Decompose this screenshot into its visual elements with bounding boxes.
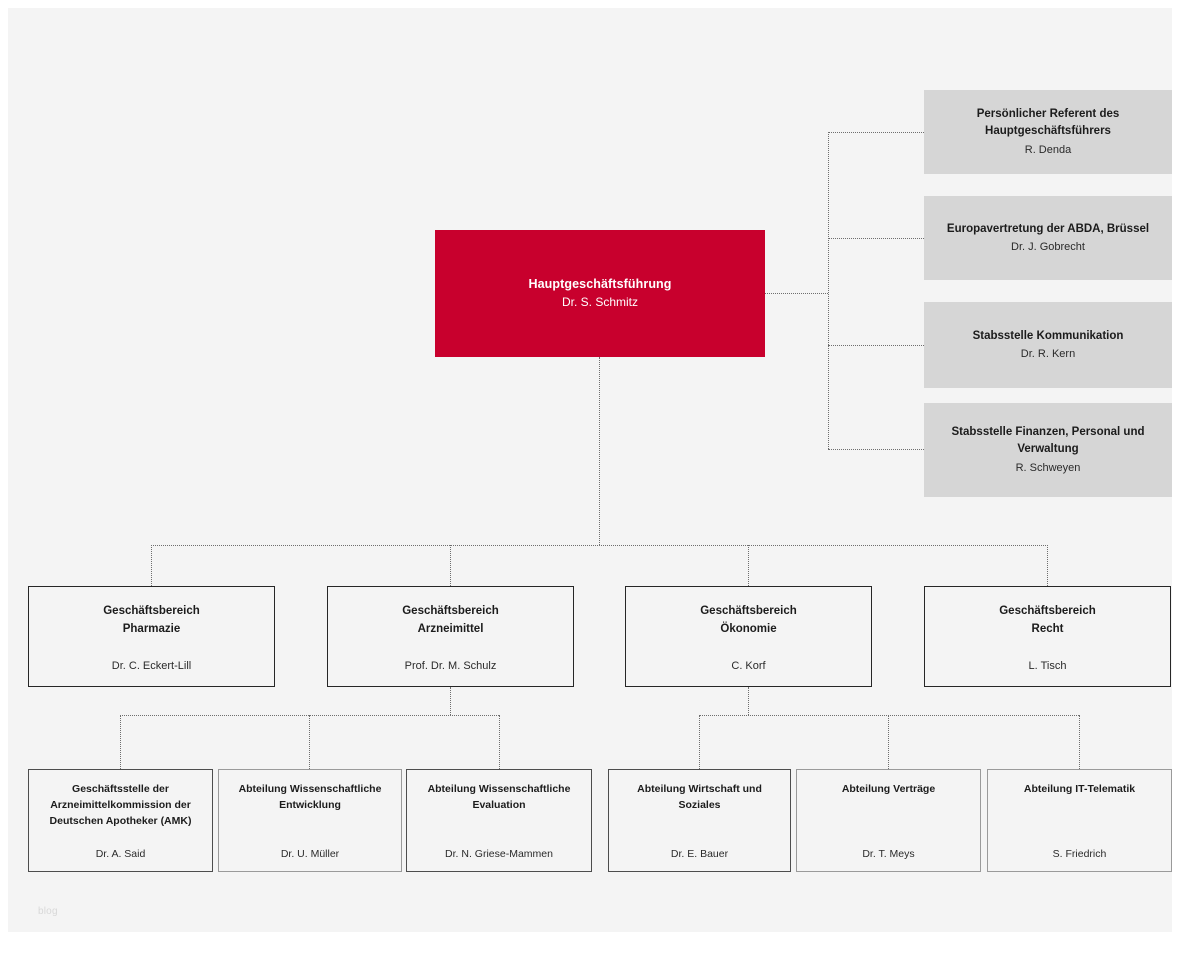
node-geschaeftsbereich-recht[interactable]: [924, 586, 1171, 687]
node-geschaeftsbereich-arzneimittel[interactable]: [327, 586, 574, 687]
node-person: Prof. Dr. M. Schulz: [404, 660, 497, 672]
node-person: Dr. S. Schmitz: [561, 295, 638, 310]
node-person: R. Schweyen: [1015, 461, 1081, 474]
page-edge-left: [0, 0, 8, 960]
node-person: R. Denda: [1024, 143, 1072, 156]
node-person: Dr. C. Eckert-Lill: [111, 660, 192, 672]
node-title: Abteilung Wissenschaftliche Evaluation: [427, 783, 571, 811]
node-title: Persönlicher Referent des Hauptgeschäftsführers: [976, 108, 1120, 138]
node-title-line1: Geschäftsbereich: [103, 605, 200, 617]
footer-note: blog: [38, 906, 58, 917]
node-title: Stabsstelle Kommunikation: [972, 329, 1124, 342]
connector-division-3-drop: [748, 545, 749, 586]
node-title: Abteilung Wirtschaft und Soziales: [637, 783, 762, 811]
connector-division-1-drop: [151, 545, 152, 586]
node-title-line2: Pharmazie: [122, 622, 181, 635]
node-title-line2: Arzneimittel: [417, 622, 484, 635]
connector-division-3-down: [748, 687, 749, 715]
node-stabsstelle-finanzen-personal-verwaltung[interactable]: [924, 403, 1172, 497]
node-abteilung-wirtschaft-und-soziales[interactable]: [608, 769, 791, 872]
node-title: Abteilung Wissenschaftliche Entwicklung: [238, 783, 382, 811]
node-person: Dr. E. Bauer: [670, 848, 729, 860]
connector-dept-4-drop: [699, 715, 700, 769]
node-title-line1: Geschäftsbereich: [700, 605, 797, 617]
node-title: Hauptgeschäftsführung: [528, 277, 672, 292]
connector-dept-5-drop: [888, 715, 889, 769]
node-abteilung-wissenschaftliche-entwicklung[interactable]: [218, 769, 402, 872]
node-geschaeftsstelle-amk[interactable]: [28, 769, 213, 872]
node-person: Dr. J. Gobrecht: [1011, 240, 1085, 253]
connector-dept-2-drop: [309, 715, 310, 769]
node-title-line1: Geschäftsbereich: [402, 605, 499, 617]
node-hauptgeschaeftsfuehrung[interactable]: [435, 230, 765, 357]
node-stabsstelle-kommunikation[interactable]: [924, 302, 1172, 388]
node-person: S. Friedrich: [1052, 848, 1107, 860]
node-abteilung-it-telematik[interactable]: [987, 769, 1172, 872]
connector-dept-3-drop: [499, 715, 500, 769]
connector-division-2-down: [450, 687, 451, 715]
page-edge-top: [0, 0, 1200, 8]
connector-staff-1: [828, 132, 924, 133]
node-person: Dr. U. Müller: [280, 848, 340, 860]
connector-staff-4: [828, 449, 924, 450]
connector-division-2-drop: [450, 545, 451, 586]
node-person: C. Korf: [731, 660, 766, 672]
node-abteilung-vertraege[interactable]: [796, 769, 981, 872]
node-geschaeftsbereich-pharmazie[interactable]: [28, 586, 275, 687]
node-person: Dr. N. Griese-Mammen: [445, 848, 553, 860]
connector-dept-1-drop: [120, 715, 121, 769]
node-title: Abteilung IT-Telematik: [1023, 783, 1136, 795]
node-person: L. Tisch: [1028, 660, 1067, 672]
connector-dept-6-drop: [1079, 715, 1080, 769]
connector-division-4-drop: [1047, 545, 1048, 586]
node-geschaeftsbereich-oekonomie[interactable]: [625, 586, 872, 687]
node-title-line2: Recht: [1031, 622, 1064, 635]
connector-staff-3: [828, 345, 924, 346]
page-edge-bottom: [0, 932, 1200, 960]
node-title: Abteilung Verträge: [841, 783, 936, 795]
connector-root-down: [599, 357, 600, 545]
node-title: Europavertretung der ABDA, Brüssel: [946, 222, 1150, 235]
connector-staff-2: [828, 238, 924, 239]
node-title: Stabsstelle Finanzen, Personal und Verwaltung: [951, 426, 1145, 456]
node-person: Dr. A. Said: [95, 848, 146, 860]
connector-staff-spine: [828, 132, 829, 449]
node-title-line2: Ökonomie: [720, 622, 777, 635]
node-europavertretung-abda[interactable]: [924, 196, 1172, 280]
page-edge-right: [1172, 0, 1200, 960]
node-title: Geschäftsstelle der Arzneimittelkommission der Deutschen Apotheker (AMK): [49, 783, 192, 827]
connector-root-to-staff-stub: [765, 293, 828, 294]
node-persoenlicher-referent[interactable]: [924, 90, 1172, 174]
node-abteilung-wissenschaftliche-evaluation[interactable]: [406, 769, 592, 872]
connector-dept-bus-right: [699, 715, 1079, 716]
node-title-line1: Geschäftsbereich: [999, 605, 1096, 617]
node-person: Dr. T. Meys: [862, 848, 915, 860]
connector-division-bus: [151, 545, 1048, 546]
node-person: Dr. R. Kern: [1020, 347, 1076, 360]
